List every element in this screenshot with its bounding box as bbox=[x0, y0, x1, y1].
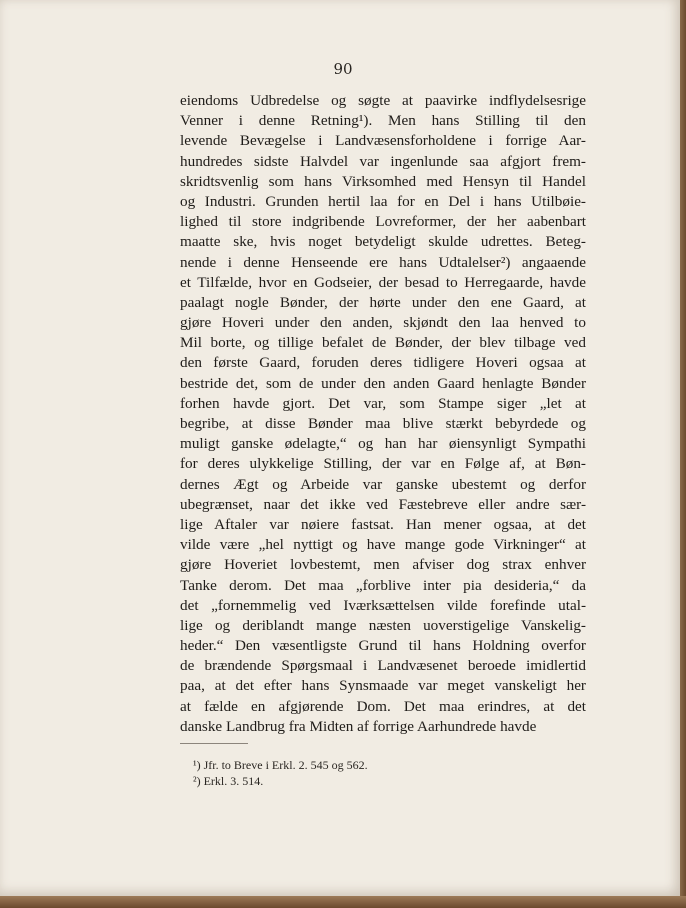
page-number: 90 bbox=[333, 60, 353, 78]
text-line: paalagt nogle Bønder, der hørte under den ene Gaard, at bbox=[180, 293, 586, 311]
text-line: gjøre Hoveri under den anden, skjøndt den laa henved to bbox=[180, 314, 586, 332]
text-line: skridtsvenlig som hans Virksomhed med Hensyn til Handel bbox=[180, 172, 586, 190]
text-line: paa, at det efter hans Synsmaade var meget vanskeligt her bbox=[180, 677, 586, 695]
text-line: danske Landbrug fra Midten af forrige Aarhundrede havde bbox=[180, 717, 537, 735]
text-line: lighed til store indgribende Lovreformer, der her aabenbart bbox=[180, 213, 586, 231]
text-line: for deres ulykkelige Stilling, der var en Følge af, at Bøn- bbox=[180, 455, 586, 473]
text-line: de brændende Spørgsmaal i Landvæsenet beroede imidlertid bbox=[180, 657, 586, 675]
text-line: forhen havde gjort. Det var, som Stampe siger „let at bbox=[180, 394, 586, 412]
footnote: ¹) Jfr. to Breve i Erkl. 2. 545 og 562. bbox=[193, 758, 368, 772]
text-line: det „fornemmelig ved Iværksættelsen vilde forefinde utal- bbox=[180, 596, 586, 614]
text-line: ubegrænset, naar det ikke ved Fæstebreve eller andre sær- bbox=[180, 495, 586, 513]
text-line: hundredes sidste Halvdel var ingenlunde saa afgjort frem- bbox=[180, 152, 586, 170]
text-line: at fælde en afgjørende Dom. Det maa erindres, at det bbox=[180, 697, 586, 715]
text-line: gjøre Hoveriet lovbestemt, men afviser dog strax enhver bbox=[180, 556, 586, 574]
footnote: ²) Erkl. 3. 514. bbox=[193, 774, 264, 788]
text-line: Tanke derom. Det maa „forblive inter pia desideria,“ da bbox=[180, 576, 586, 594]
text-line: den første Gaard, foruden deres tidligere Hoveri ogsaa at bbox=[180, 354, 586, 372]
page-edge-bottom bbox=[0, 896, 686, 908]
text-line: eiendoms Udbredelse og søgte at paavirke indflydelsesrige bbox=[180, 92, 586, 109]
text-line: et Tilfælde, hvor en Godseier, der besad to Herregaarde, havde bbox=[180, 273, 586, 291]
text-line: maatte ske, hvis noget betydeligt skulde udrettes. Beteg- bbox=[180, 233, 586, 251]
text-line: heder.“ Den væsentligste Grund til hans Holdning overfor bbox=[180, 637, 586, 655]
text-line: begribe, at disse Bønder maa blive stærkt bebyrdede og bbox=[180, 415, 586, 432]
body-text bbox=[180, 91, 586, 737]
footnotes bbox=[193, 757, 573, 789]
text-line: vilde være „hel nyttigt og have mange gode Virkninger“ at bbox=[180, 536, 586, 554]
text-line: muligt ganske ødelagte,“ og han har øiensynligt Sympathi bbox=[180, 435, 586, 453]
text-line: Mil borte, og tillige befalet de Bønder, der blev tilbage ved bbox=[180, 334, 586, 352]
footnote-divider bbox=[180, 743, 248, 744]
text-line: Venner i denne Retning¹). Men hans Stilling til den bbox=[180, 112, 586, 130]
text-line: nende i denne Henseende ere hans Udtalelser²) angaaende bbox=[180, 253, 586, 271]
text-line: levende Bevægelse i Landvæsensforholdene i forrige Aar- bbox=[180, 132, 586, 150]
text-line: og Industri. Grunden hertil laa for en Del i hans Utilbøie- bbox=[180, 192, 586, 210]
text-line: dernes Ægt og Arbeide var ganske ubestemt og derfor bbox=[180, 475, 586, 493]
page-edge-right bbox=[680, 0, 686, 908]
text-line: lige og deriblandt mange næsten uoverstigelige Vanskelig- bbox=[180, 616, 586, 634]
text-line: bestride det, som de under den anden Gaard henlagte Bønder bbox=[180, 374, 586, 392]
text-line: lige Aftaler var nøiere fastsat. Han mener ogsaa, at det bbox=[180, 515, 586, 533]
